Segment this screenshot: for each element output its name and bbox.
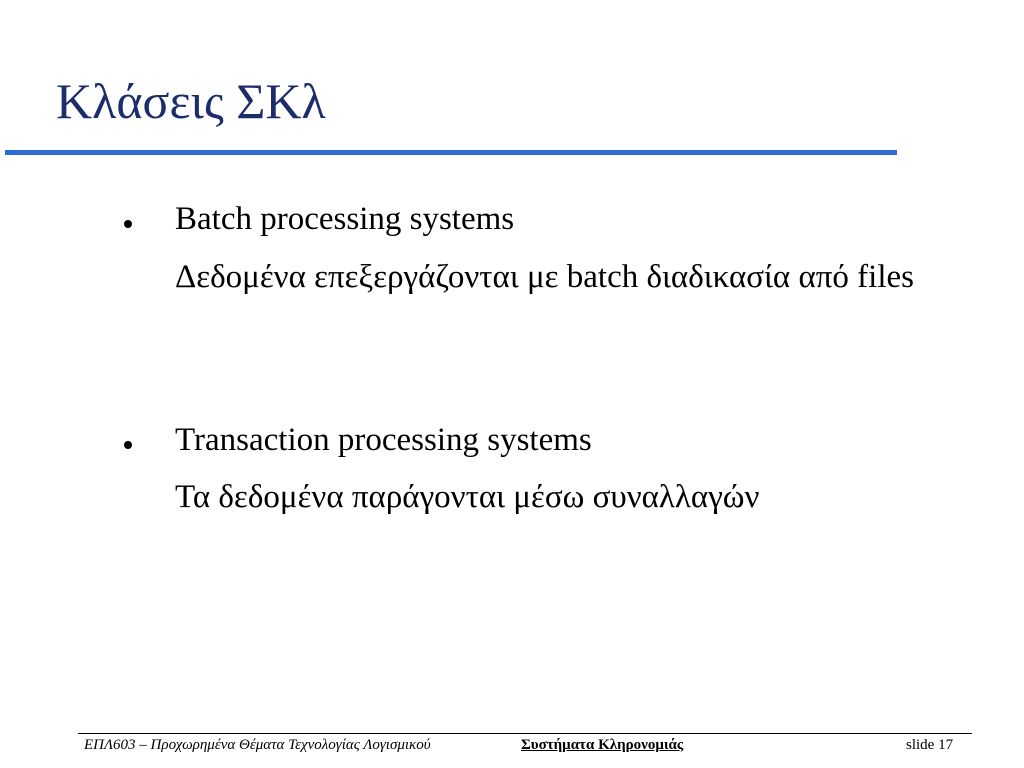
footer-course: ΕΠΛ603 – Προχωρημένα Θέματα Τεχνολογίας Λογισμικού — [84, 737, 431, 753]
bullet-description: Δεδομένα επεξεργάζονται με batch διαδικασία από files — [175, 259, 914, 295]
footer-slide-number: slide 17 — [906, 737, 954, 753]
bullet-description: Τα δεδομένα παράγονται μέσω συναλλαγών — [175, 479, 760, 515]
bullet-heading: Batch processing systems — [175, 201, 515, 237]
footer-divider — [78, 733, 972, 734]
footer-topic: Συστήματα Κληρονομιάς — [521, 737, 684, 753]
bullet-dot-icon — [124, 441, 132, 449]
slide-title: Κλάσεις ΣΚλ — [56, 73, 326, 129]
bullet-heading: Transaction processing systems — [175, 422, 592, 458]
bullet-dot-icon — [124, 220, 132, 228]
